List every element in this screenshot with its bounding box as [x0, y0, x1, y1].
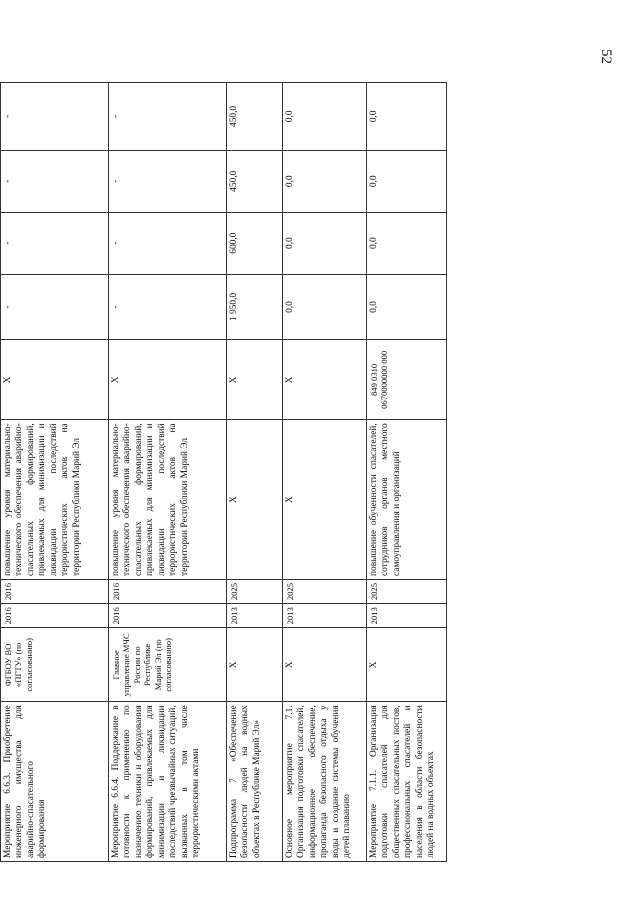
cell-value-8: 600,0: [226, 212, 282, 274]
table-row: [366, 83, 446, 862]
cell-code: X: [0, 340, 108, 420]
cell-end-year: 2025: [282, 579, 366, 603]
table-row: [282, 83, 366, 862]
cell-start-year: 2016: [108, 604, 226, 628]
cell-event: Основное мероприятие 7.1. Организация подготовки спасателей, информационное обеспечение, пропаганда безопасного отдыха у воды и создание системы обучения детей плаванию: [282, 702, 366, 862]
cell-result: повышение уровня материально-технического обеспечения аварийно-спасательных формирований, привлекаемых для минимизации и ликвидации последствий террористических актов на территории Республики Марий Эл: [0, 420, 108, 580]
cell-end-year: 2016: [108, 579, 226, 603]
cell-code: 849 0310 0670000000 000: [366, 340, 446, 420]
cell-end-year: 2016: [0, 579, 108, 603]
cell-value-7: 0,0: [282, 274, 366, 340]
table-row: [226, 83, 282, 862]
cell-event: Мероприятие 6.6.3. Приобретение инженерного имущества для аварийно-спасательного формирования: [0, 702, 108, 862]
cell-value-7: -: [108, 274, 226, 340]
cell-value-9: -: [0, 150, 108, 212]
cell-executor: X: [282, 628, 366, 702]
cell-value-10: 450,0: [226, 83, 282, 151]
program-table: [0, 82, 447, 862]
cell-result: X: [282, 420, 366, 580]
page-number: 52: [598, 49, 614, 64]
cell-value-8: 0,0: [282, 212, 366, 274]
cell-value-8: -: [0, 212, 108, 274]
cell-value-10: 0,0: [282, 83, 366, 151]
cell-event: Мероприятие 7.1.1. Организация подготовки спасателей для общественных спасательных постов, профессиональных спасателей и населения в области безопасности людей на водных объектах: [366, 702, 446, 862]
cell-result: X: [226, 420, 282, 580]
cell-value-8: -: [108, 212, 226, 274]
cell-value-7: 1 950,0: [226, 274, 282, 340]
cell-value-9: -: [108, 150, 226, 212]
cell-code: X: [226, 340, 282, 420]
cell-start-year: 2013: [282, 604, 366, 628]
cell-executor: Главное управление МЧС России по Республике Марий Эл (по согласованию): [108, 628, 226, 702]
cell-code: X: [282, 340, 366, 420]
cell-value-8: 0,0: [366, 212, 446, 274]
table-row: [0, 83, 108, 862]
cell-executor: X: [226, 628, 282, 702]
cell-value-7: -: [0, 274, 108, 340]
cell-result: повышение уровня материально-технического обеспечения аварийно-спасательных формирований, привлекаемых для минимизации и ликвидации последствий террористических актов на территории Республики Марий Эл: [108, 420, 226, 580]
cell-executor: ФГБОУ ВО «ПГТУ» (по согласованию): [0, 628, 108, 702]
cell-code: X: [108, 340, 226, 420]
cell-event: Мероприятие 6.6.4. Поддержание в готовности к применению по назначению техники и оборудования формирований, привлекаемых для минимизации и ликвидации последствий чрезвычайных ситуаций, вызванных в том числе террористическими актами: [108, 702, 226, 862]
cell-value-10: -: [108, 83, 226, 151]
table-row: [108, 83, 226, 862]
cell-value-10: -: [0, 83, 108, 151]
cell-value-10: 0,0: [366, 83, 446, 151]
cell-start-year: 2013: [366, 604, 446, 628]
cell-result: повышение обученности спасателей, сотрудников органов местного самоуправления и организаций: [366, 420, 446, 580]
cell-value-9: 0,0: [366, 150, 446, 212]
cell-executor: X: [366, 628, 446, 702]
cell-end-year: 2025: [226, 579, 282, 603]
cell-end-year: 2025: [366, 579, 446, 603]
cell-event: Подпрограмма 7 «Обеспечение безопасности людей на водных объектах в Республике Марий Эл»: [226, 702, 282, 862]
cell-start-year: 2013: [226, 604, 282, 628]
cell-value-9: 0,0: [282, 150, 366, 212]
cell-value-7: 0,0: [366, 274, 446, 340]
rotated-page: [0, 82, 496, 862]
cell-start-year: 2016: [0, 604, 108, 628]
cell-value-9: 450,0: [226, 150, 282, 212]
